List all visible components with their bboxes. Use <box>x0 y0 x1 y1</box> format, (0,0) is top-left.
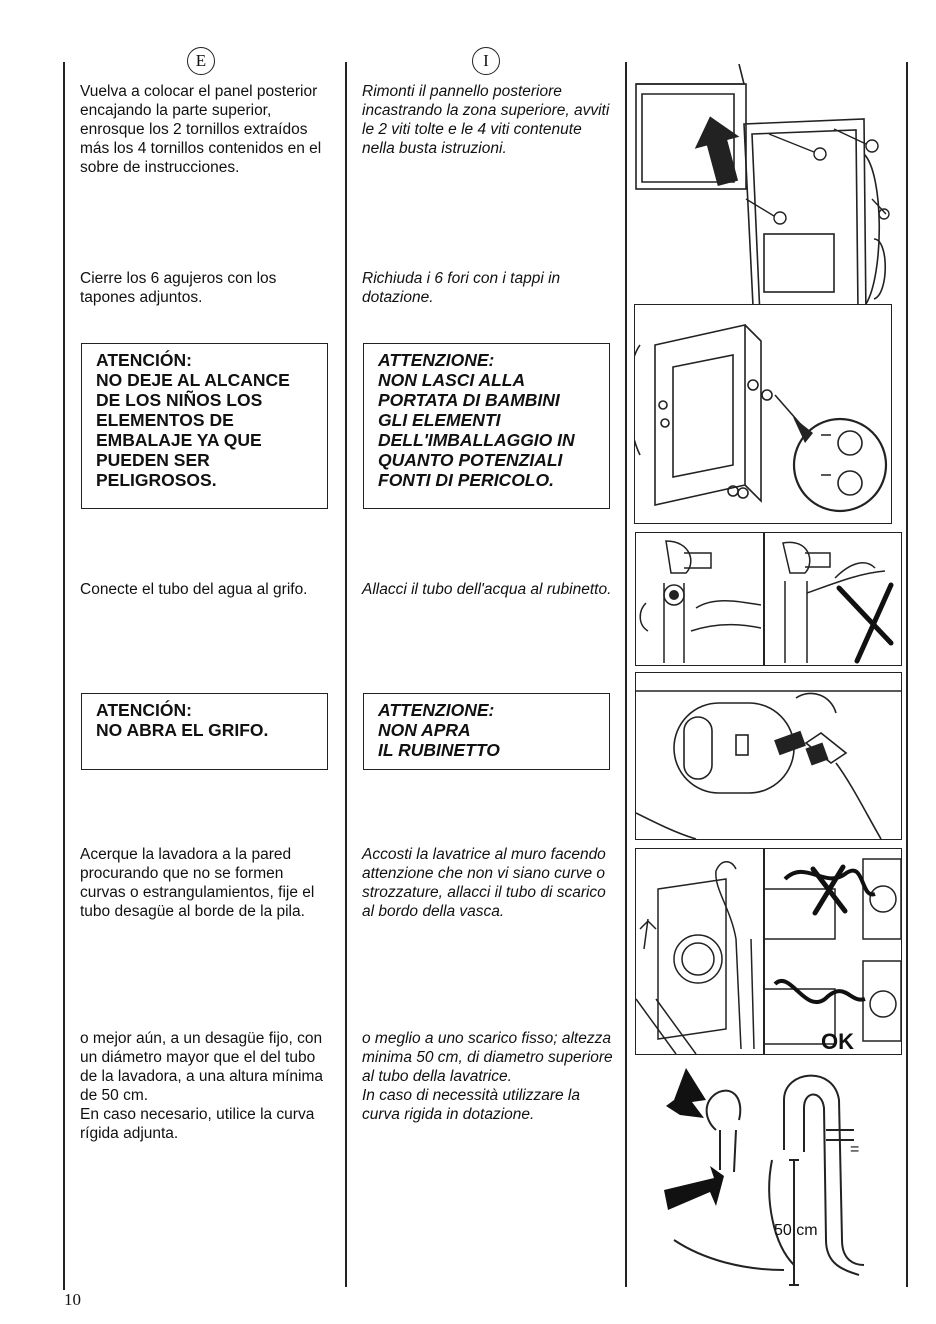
paragraph-line: o meglio a uno scarico fisso; altezza minima 50 cm, di diametro superiore al tubo della lavatrice. <box>362 1030 613 1085</box>
figure-hole-plugs <box>634 304 892 524</box>
warning-line: ATENCIÓN: <box>96 350 192 370</box>
height-label: 50 cm <box>774 1222 818 1239</box>
warning-line: PORTATA DI BAMBINI <box>378 390 560 410</box>
warning-box-es-tap <box>81 693 328 770</box>
hole-plugs-illustration <box>635 305 891 523</box>
equal-sign-label: = <box>850 1141 860 1158</box>
figure-fixed-drain-curve <box>644 1060 900 1292</box>
warning-line: IL RUBINETTO <box>378 740 500 760</box>
warning-line: GLI ELEMENTI <box>378 410 501 430</box>
paragraph-es-drain-basin: Acerque la lavadora a la pared procurando que no se formen curvas o estrangulamientos, fije el tubo desagüe al borde de la pila. <box>80 846 315 920</box>
paragraph-es-water-hose: Conecte el tubo del agua al grifo. <box>80 581 308 598</box>
paragraph-es-rear-panel: Vuelva a colocar el panel posterior encajando la parte superior, enrosque los 2 tornillos extraídos más los 4 tornillos contenidos en el sobre de instrucciones. <box>80 83 322 176</box>
warning-line: NO DEJE AL ALCANCE <box>96 370 290 390</box>
warning-line: PELIGROSOS. <box>96 470 217 490</box>
warning-line: DELL'IMBALLAGGIO IN <box>378 430 575 450</box>
figure-tap-wrong <box>764 532 902 666</box>
warning-line: EMBALAJE YA QUE <box>96 430 262 450</box>
figure-hose-machine-inlet <box>635 672 902 840</box>
warning-box-it-tap <box>363 693 610 770</box>
warning-line: NON LASCI ALLA <box>378 370 526 390</box>
language-marker-it: I <box>472 47 500 75</box>
paragraph-line: In caso di necessità utilizzare la curva rigida in dotazione. <box>362 1087 580 1123</box>
warning-line: NON APRA <box>378 720 471 740</box>
paragraph-it-rear-panel: Rimonti il pannello posteriore incastrando la zona superiore, avviti le 2 viti tolte e le 4 viti contenute nella busta istruzioni. <box>362 83 610 157</box>
page-number: 10 <box>64 1290 81 1309</box>
machine-wall-illustration <box>636 849 763 1054</box>
warning-line: ATENCIÓN: <box>96 700 192 720</box>
warning-line: ELEMENTOS DE <box>96 410 234 430</box>
warning-line: NO ABRA EL GRIFO. <box>96 720 269 740</box>
language-marker-es: E <box>187 47 215 75</box>
paragraph-line: En caso necesario, utilice la curva rígida adjunta. <box>80 1106 315 1142</box>
figure-tap-connect <box>635 532 764 666</box>
fixed-drain-illustration <box>644 1060 900 1292</box>
paragraph-line: o mejor aún, a un desagüe fijo, con un diámetro mayor que el del tubo de la lavadora, a una altura mínima de 50 cm. <box>80 1030 323 1104</box>
warning-line: ATTENZIONE: <box>378 350 495 370</box>
warning-box-it-packaging <box>363 343 610 509</box>
column-rule-right <box>625 62 627 1287</box>
tap-connect-illustration <box>636 533 763 665</box>
page-rule-right <box>906 62 908 1287</box>
rear-panel-illustration <box>634 64 890 344</box>
figure-machine-to-wall <box>635 848 764 1055</box>
hose-inlet-illustration <box>636 673 901 839</box>
paragraph-es-fixed-drain <box>80 1029 332 1143</box>
drain-basin-illustration <box>765 849 901 1054</box>
paragraph-it-plugs: Richiuda i 6 fori con i tappi in dotazione. <box>362 270 561 306</box>
warning-line: PUEDEN SER <box>96 450 210 470</box>
column-rule-middle <box>345 62 347 1287</box>
warning-line: ATTENZIONE: <box>378 700 495 720</box>
column-rule-left <box>63 62 65 1290</box>
tap-wrong-illustration <box>765 533 901 665</box>
warning-line: DE LOS NIÑOS LOS <box>96 390 263 410</box>
figure-drain-basin-cases <box>764 848 902 1055</box>
warning-box-es-packaging <box>81 343 328 509</box>
paragraph-es-plugs: Cierre los 6 agujeros con los tapones adjuntos. <box>80 270 277 306</box>
paragraph-it-water-hose: Allacci il tubo dell'acqua al rubinetto. <box>362 581 612 598</box>
paragraph-it-drain-basin: Accosti la lavatrice al muro facendo attenzione che non vi siano curve o strozzature, allacci il tubo di scarico al bordo della vasca. <box>362 846 606 920</box>
paragraph-it-fixed-drain <box>362 1029 614 1124</box>
ok-label: OK <box>821 1029 854 1054</box>
figure-rear-panel-screws <box>634 64 890 344</box>
warning-line: QUANTO POTENZIALI <box>378 450 563 470</box>
warning-line: FONTI DI PERICOLO. <box>378 470 554 490</box>
